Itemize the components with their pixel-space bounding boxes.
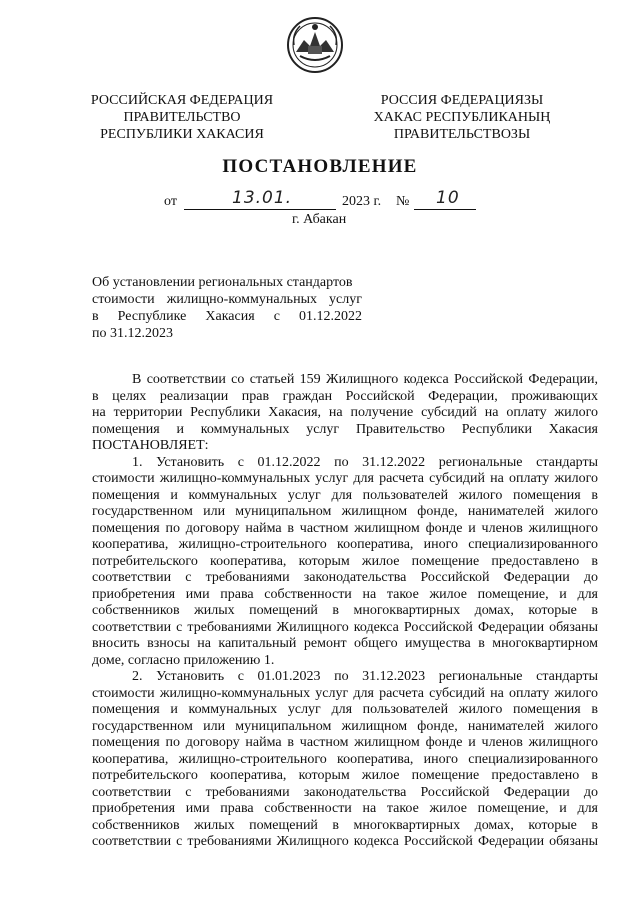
body-line: приобретения ими права собственности на такое жилое помещение, и для (92, 801, 598, 816)
body-line: В соответствии со статьей 159 Жилищного кодекса Российской Федерации, (132, 372, 598, 387)
subject-line: по 31.12.2023 (92, 326, 173, 341)
body-line: соответствии с требованиями законодательства Российской Федерации до (92, 570, 598, 585)
body-line: собственников жилых помещений в многоквартирных домах, которые в (92, 817, 598, 833)
body-line: соответствии с требованиями законодательства Российской Федерации до (92, 784, 598, 800)
coat-of-arms-icon (286, 16, 344, 74)
subject-line: стоимости жилищно-коммунальных услуг (92, 292, 362, 307)
body-line: приобретения ими права собственности на такое жилое помещение, и для (92, 586, 598, 602)
handwritten-number: 10 (436, 188, 460, 208)
body-line: 2. Установить с 01.01.2023 по 31.12.2023 региональные стандарты (132, 669, 598, 684)
date-number-line (0, 188, 640, 214)
date-year: 2023 г. (342, 194, 382, 209)
header-right-line: РОССИЯ ФЕДЕРАЦИЯЗЫ (380, 93, 544, 108)
body-line: собственников жилых помещений в многоквартирных домах, которые в (92, 603, 598, 618)
header-left (82, 92, 282, 143)
body-line: потребительского кооператива, которым жилое помещение предоставлено в (92, 553, 598, 569)
body-line: вносить взносы на капитальный ремонт общего имущества в многоквартирном (92, 636, 598, 651)
subject-line: в Республике Хакасия с 01.12.2022 (92, 309, 362, 324)
header-left-line: РОССИЙСКАЯ ФЕДЕРАЦИЯ (90, 93, 274, 108)
number-underline (414, 209, 476, 210)
header-right (362, 92, 562, 143)
body-line: помещения и коммунальных услуг для пользователей жилого помещения в (92, 487, 598, 503)
body-line: помещения и коммунальных услуг для пользователей жилого помещения в (92, 702, 598, 717)
document-subject (92, 274, 362, 342)
document-body (92, 372, 598, 851)
body-line: помещения и коммунальных услуг Правительство Республики Хакасия (92, 421, 598, 437)
body-line: кооператива, жилищно-строительного кооператива, иного специализированного (92, 751, 598, 767)
body-line: кооператива, жилищно-строительного кооператива, иного специализированного (92, 537, 598, 552)
body-line: помещения по договору найма в частном жилищном фонде и членов жилищного (92, 520, 598, 536)
date-prefix: от (164, 194, 177, 209)
header-right-line: ПРАВИТЕЛЬСТВОЗЫ (393, 127, 531, 142)
body-line: потребительского кооператива, которым жилое помещение предоставлено в (92, 768, 598, 783)
body-line: государственном или муниципальном жилищном фонде, нанимателей жилого (92, 504, 598, 519)
body-line: в целях реализации прав граждан Российской Федерации, проживающих (92, 388, 598, 404)
header-left-line: РЕСПУБЛИКИ ХАКАСИЯ (100, 127, 264, 142)
date-underline (184, 209, 336, 210)
header-left-line: ПРАВИТЕЛЬСТВО (123, 110, 241, 125)
header-right-line: ХАКАС РЕСПУБЛИКАНЫҢ (373, 110, 551, 125)
document-title: ПОСТАНОВЛЕНИЕ (222, 156, 418, 177)
body-line: ПОСТАНОВЛЯЕТ: (92, 438, 209, 453)
body-line: 1. Установить с 01.12.2022 по 31.12.2022 региональные стандарты (132, 454, 598, 470)
body-line: стоимости жилищно-коммунальных услуг для расчета субсидий на оплату жилого (92, 685, 598, 701)
subject-line: Об установлении региональных стандартов (92, 275, 353, 290)
body-line: доме, согласно приложению 1. (92, 652, 275, 668)
body-line: соответствии с требованиями Жилищного кодекса Российской Федерации обязаны (92, 619, 598, 635)
body-line: государственном или муниципальном жилищном фонде, нанимателей жилого (92, 718, 598, 734)
body-line: стоимости жилищно-коммунальных услуг для расчета субсидий на оплату жилого (92, 471, 598, 486)
body-line: соответствии с требованиями Жилищного кодекса Российской Федерации обязаны (92, 834, 598, 849)
body-line: на территории Республики Хакасия, на получение субсидий на оплату жилого (92, 405, 598, 420)
city-name: г. Абакан (292, 212, 347, 227)
handwritten-date: 13.01. (232, 188, 293, 208)
number-label: № (396, 194, 410, 209)
body-line: помещения по договору найма в частном жилищном фонде и членов жилищного (92, 735, 598, 750)
